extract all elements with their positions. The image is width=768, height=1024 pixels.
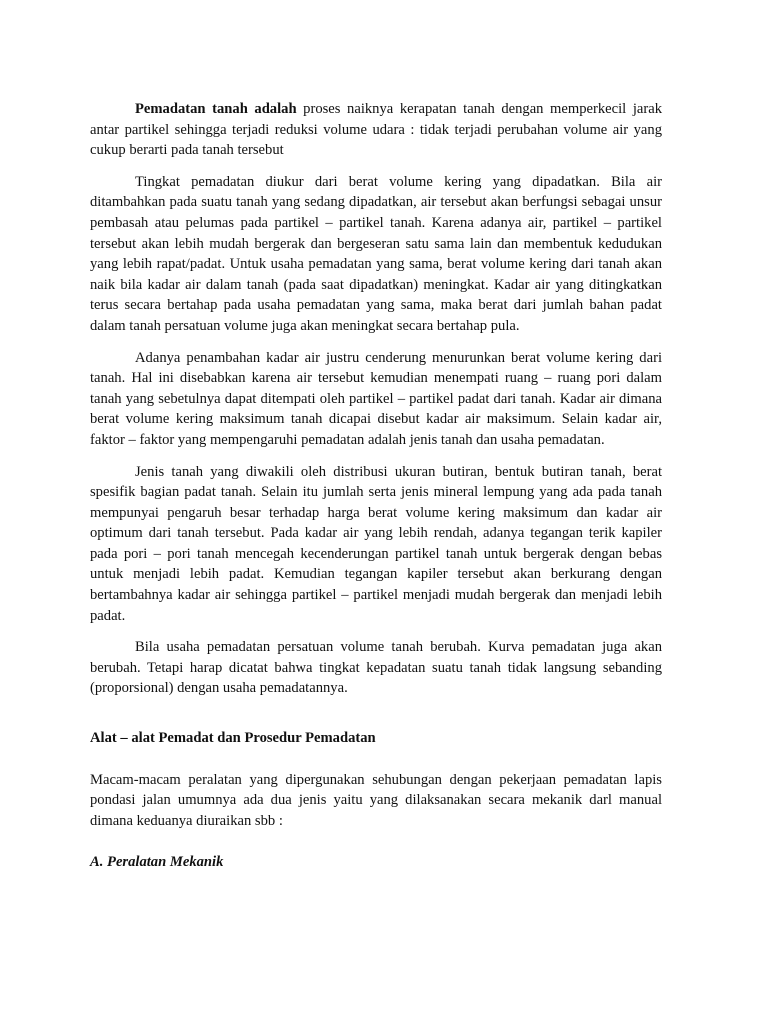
section-intro: Macam-macam peralatan yang dipergunakan sehubungan dengan pekerjaan pemadatan lapis pondasi jalan umumnya ada dua jenis yaitu yang dilaksanakan secara mekanik darl manual dimana keduanya diuraikan sbb : — [90, 771, 662, 829]
section-heading: Alat – alat Pemadat dan Prosedur Pemadatan — [90, 730, 376, 747]
paragraph-definition — [90, 99, 662, 161]
definition-term: Pemadatan tanah adalah — [135, 101, 297, 117]
paragraph-compaction-level: Tingkat pemadatan diukur dari berat volume kering yang dipadatkan. Bila air ditambahkan pada suatu tanah yang sedang dipadatkan, air tersebut akan berfungsi sebagai unsur pembasah atau pelumas pada partikel – partikel tanah. Karena adanya air, partikel – partikel tersebut akan lebih mudah bergerak dan bergeseran satu sama lain dan membentuk kedudukan yang lebih rapat/padat. Untuk usaha pemadatan yang sama, berat volume kering dari tanah akan naik bila kadar air dalam tanah (pada saat dipadatkan) meningkat. Kadar air yang ditingkatkan terus secara bertahap pada usaha pemadatan yang sama, maka berat dari jumlah bahan padat dalam tanah persatuan volume juga akan meningkat secara bertahap pula. — [90, 173, 662, 334]
document-page — [90, 99, 662, 873]
paragraph-soil-type: Jenis tanah yang diwakili oleh distribusi ukuran butiran, bentuk butiran tanah, berat spesifik bagian padat tanah. Selain itu jumlah serta jenis mineral lempung yang ada pada tanah mempunyai pengaruh besar terhadap harga berat volume kering maksimum dan kadar air optimum dari tanah tersebut. Pada kadar air yang lebih rendah, adanya tegangan terik kapiler pada pori – pori tanah mencegah kecenderungan partikel tanah untuk bergerak dengan bebas untuk menjadi lebih padat. Kemudian tegangan kapiler tersebut akan berkurang dengan bertambahnya kadar air sehingga partikel – partikel menjadi mudah bergerak dan menjadi lebih padat. — [90, 463, 662, 624]
paragraph-compaction-effort: Bila usaha pemadatan persatuan volume tanah berubah. Kurva pemadatan juga akan berubah. Tetapi harap dicatat bahwa tingkat kepadatan suatu tanah tidak langsung sebanding (proporsional) dengan usaha pemadatannya. — [90, 639, 662, 697]
definition-text: proses naiknya kerapatan tanah dengan memperkecil jarak antar partikel sehingga terjadi reduksi volume udara : tidak terjadi perubahan volume air yang cukup berarti pada tanah tersebut — [90, 101, 662, 159]
subsection-heading: A. Peralatan Mekanik — [90, 854, 224, 871]
paragraph-water-content: Adanya penambahan kadar air justru cenderung menurunkan berat volume kering dari tanah. Hal ini disebabkan karena air tersebut kemudian menempati ruang – ruang pori dalam tanah yang sebetulnya dapat ditempati oleh partikel – partikel padat dari tanah. Kadar air dimana berat volume kering maksimum tanah dicapai disebut kadar air maksimum. Selain kadar air, faktor – faktor yang mempengaruhi pemadatan adalah jenis tanah dan usaha pemadatan. — [90, 349, 662, 448]
